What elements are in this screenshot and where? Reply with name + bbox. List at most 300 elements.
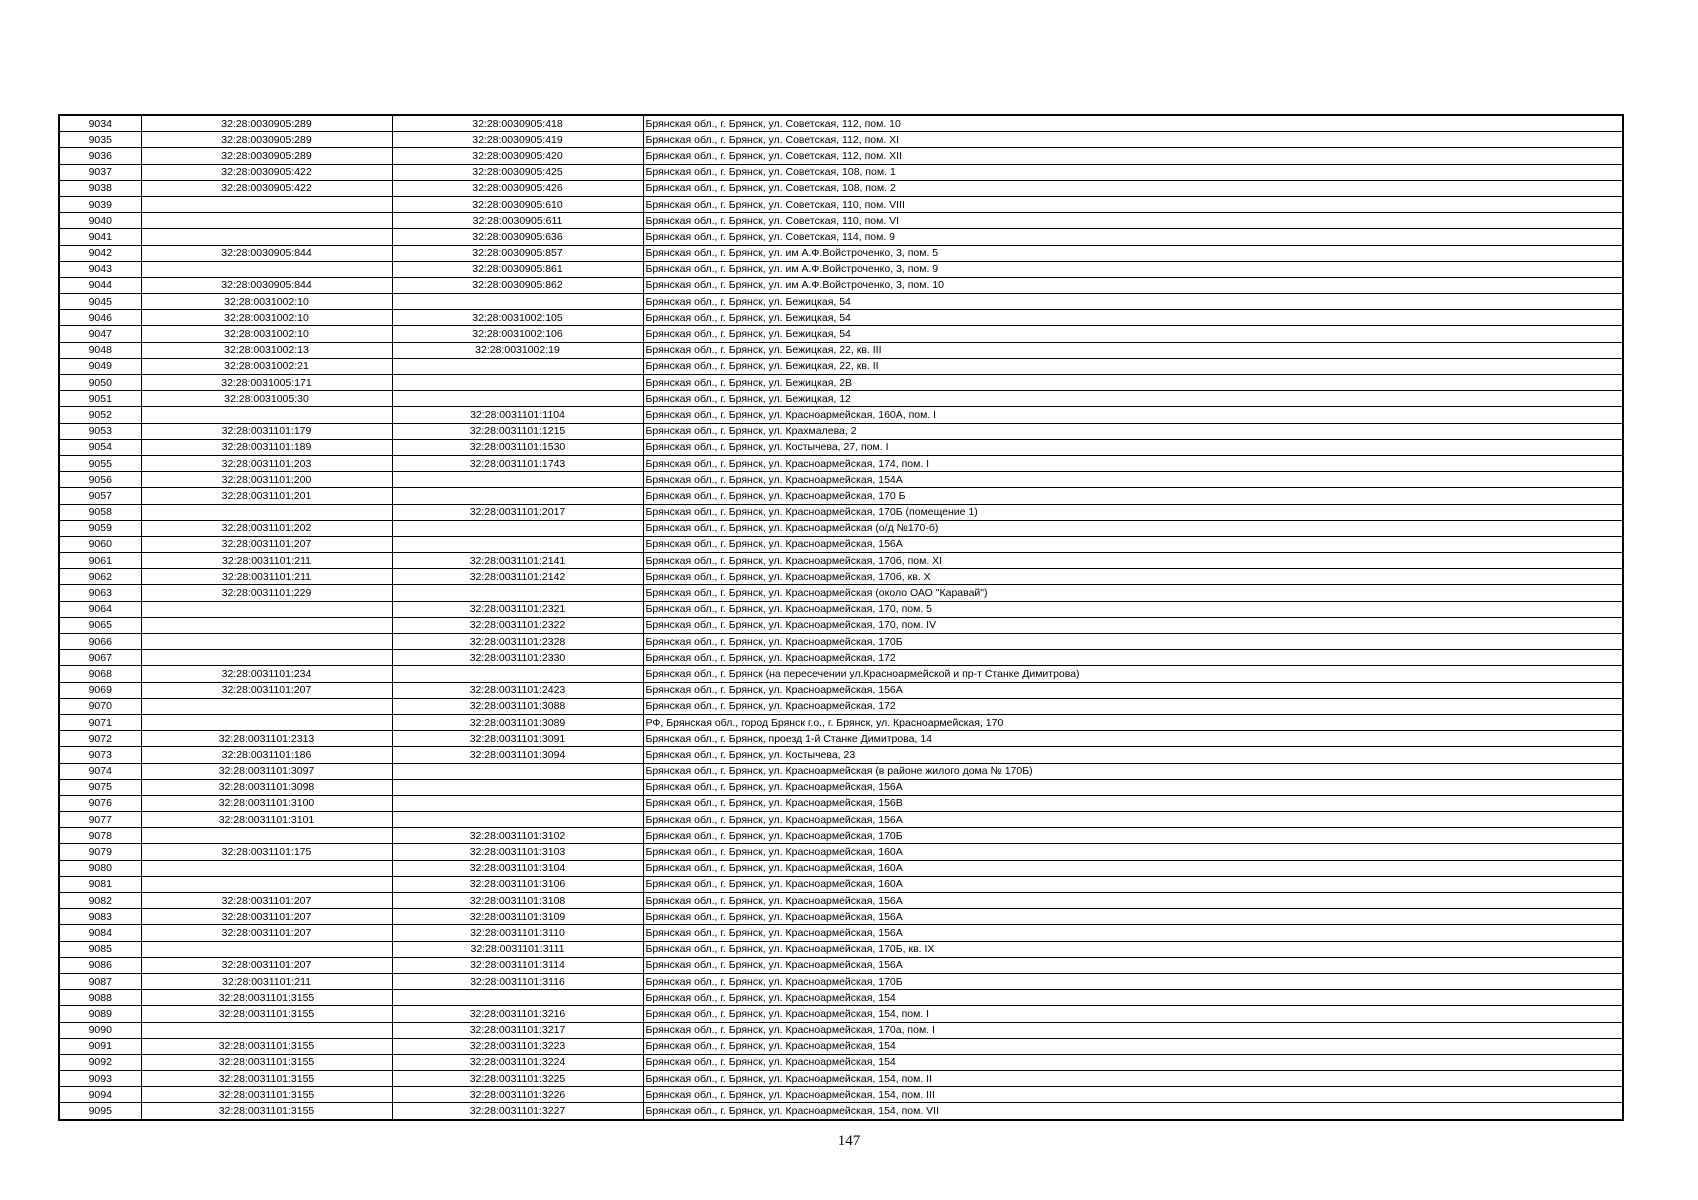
cadastral-number-cell: 32:28:0031101:1215 bbox=[392, 423, 643, 439]
row-number-cell: 9070 bbox=[59, 698, 141, 714]
row-number-cell: 9050 bbox=[59, 375, 141, 391]
address-cell: Брянская обл., г. Брянск, ул. Костычева, 27, пом. I bbox=[643, 439, 1623, 455]
cadastral-number-cell bbox=[392, 536, 643, 552]
parent-cadastral-number-cell: 32:28:0031101:175 bbox=[141, 844, 392, 860]
parent-cadastral-number-cell: 32:28:0031101:3155 bbox=[141, 1054, 392, 1070]
cadastral-number-cell bbox=[392, 375, 643, 391]
cadastral-number-cell: 32:28:0031101:2321 bbox=[392, 601, 643, 617]
row-number-cell: 9034 bbox=[59, 115, 141, 132]
table-row bbox=[59, 1038, 1623, 1054]
cadastral-number-cell: 32:28:0031101:2142 bbox=[392, 569, 643, 585]
parent-cadastral-number-cell: 32:28:0031101:207 bbox=[141, 925, 392, 941]
table-row bbox=[59, 714, 1623, 730]
cadastral-number-cell: 32:28:0031101:3111 bbox=[392, 941, 643, 957]
table-row bbox=[59, 1071, 1623, 1087]
parent-cadastral-number-cell bbox=[141, 860, 392, 876]
address-cell: Брянская обл., г. Брянск, ул. Бежицкая, 54 bbox=[643, 294, 1623, 310]
parent-cadastral-number-cell: 32:28:0030905:844 bbox=[141, 277, 392, 293]
address-cell: Брянская обл., г. Брянск, ул. Красноармейская, 156А bbox=[643, 893, 1623, 909]
parent-cadastral-number-cell: 32:28:0031002:10 bbox=[141, 310, 392, 326]
cadastral-number-cell: 32:28:0031002:105 bbox=[392, 310, 643, 326]
parent-cadastral-number-cell bbox=[141, 407, 392, 423]
table-row bbox=[59, 812, 1623, 828]
table-row bbox=[59, 164, 1623, 180]
parent-cadastral-number-cell: 32:28:0031101:179 bbox=[141, 423, 392, 439]
address-cell: Брянская обл., г. Брянск, ул. Красноармейская, 156А bbox=[643, 779, 1623, 795]
address-cell: Брянская обл., г. Брянск, ул. Красноармейская, 172 bbox=[643, 650, 1623, 666]
cadastral-number-cell: 32:28:0030905:636 bbox=[392, 229, 643, 245]
table-row bbox=[59, 439, 1623, 455]
parent-cadastral-number-cell: 32:28:0030905:844 bbox=[141, 245, 392, 261]
cadastral-number-cell: 32:28:0031101:2330 bbox=[392, 650, 643, 666]
address-cell: Брянская обл., г. Брянск, ул. Бежицкая, 54 bbox=[643, 310, 1623, 326]
table-row bbox=[59, 342, 1623, 358]
table-row bbox=[59, 634, 1623, 650]
row-number-cell: 9073 bbox=[59, 747, 141, 763]
cadastral-number-cell: 32:28:0031101:3108 bbox=[392, 893, 643, 909]
table-row bbox=[59, 277, 1623, 293]
row-number-cell: 9072 bbox=[59, 731, 141, 747]
table-row bbox=[59, 860, 1623, 876]
address-cell: Брянская обл., г. Брянск, ул. Красноармейская, 170Б, кв. IX bbox=[643, 941, 1623, 957]
row-number-cell: 9076 bbox=[59, 795, 141, 811]
address-cell: Брянская обл., г. Брянск, проезд 1-й Станке Димитрова, 14 bbox=[643, 731, 1623, 747]
parent-cadastral-number-cell: 32:28:0030905:422 bbox=[141, 164, 392, 180]
table-row bbox=[59, 601, 1623, 617]
address-cell: Брянская обл., г. Брянск, ул. Красноармейская, 170Б bbox=[643, 973, 1623, 989]
parent-cadastral-number-cell: 32:28:0030905:422 bbox=[141, 180, 392, 196]
row-number-cell: 9087 bbox=[59, 973, 141, 989]
row-number-cell: 9084 bbox=[59, 925, 141, 941]
cadastral-number-cell: 32:28:0031101:3089 bbox=[392, 714, 643, 730]
address-cell: Брянская обл., г. Брянск, ул. Красноармейская, 156А bbox=[643, 812, 1623, 828]
row-number-cell: 9039 bbox=[59, 196, 141, 212]
cadastral-number-cell bbox=[392, 358, 643, 374]
row-number-cell: 9074 bbox=[59, 763, 141, 779]
cadastral-number-cell bbox=[392, 294, 643, 310]
cadastral-number-cell: 32:28:0031101:2328 bbox=[392, 634, 643, 650]
parent-cadastral-number-cell: 32:28:0031002:21 bbox=[141, 358, 392, 374]
row-number-cell: 9082 bbox=[59, 893, 141, 909]
table-row bbox=[59, 1022, 1623, 1038]
address-cell: Брянская обл., г. Брянск, ул. Красноармейская, 156В bbox=[643, 795, 1623, 811]
parent-cadastral-number-cell: 32:28:0031101:234 bbox=[141, 666, 392, 682]
cadastral-number-cell: 32:28:0031101:3106 bbox=[392, 876, 643, 892]
table-row bbox=[59, 375, 1623, 391]
table-row bbox=[59, 1087, 1623, 1103]
parent-cadastral-number-cell: 32:28:0030905:289 bbox=[141, 115, 392, 132]
cadastral-number-cell: 32:28:0030905:420 bbox=[392, 148, 643, 164]
row-number-cell: 9058 bbox=[59, 504, 141, 520]
row-number-cell: 9088 bbox=[59, 990, 141, 1006]
row-number-cell: 9089 bbox=[59, 1006, 141, 1022]
address-cell: Брянская обл., г. Брянск, ул. Красноармейская, 170Б (помещение 1) bbox=[643, 504, 1623, 520]
row-number-cell: 9051 bbox=[59, 391, 141, 407]
cadastral-number-cell: 32:28:0030905:857 bbox=[392, 245, 643, 261]
row-number-cell: 9090 bbox=[59, 1022, 141, 1038]
row-number-cell: 9086 bbox=[59, 957, 141, 973]
parent-cadastral-number-cell: 32:28:0031101:207 bbox=[141, 957, 392, 973]
table-row bbox=[59, 261, 1623, 277]
cadastral-number-cell: 32:28:0030905:425 bbox=[392, 164, 643, 180]
table-row bbox=[59, 990, 1623, 1006]
table-row bbox=[59, 326, 1623, 342]
cadastral-number-cell: 32:28:0031101:3224 bbox=[392, 1054, 643, 1070]
table-body bbox=[59, 115, 1623, 1120]
row-number-cell: 9045 bbox=[59, 294, 141, 310]
address-cell: Брянская обл., г. Брянск, ул. Бежицкая, 22, кв. III bbox=[643, 342, 1623, 358]
row-number-cell: 9052 bbox=[59, 407, 141, 423]
cadastral-number-cell: 32:28:0031101:2423 bbox=[392, 682, 643, 698]
row-number-cell: 9059 bbox=[59, 520, 141, 536]
cadastral-number-cell bbox=[392, 779, 643, 795]
row-number-cell: 9036 bbox=[59, 148, 141, 164]
table-row bbox=[59, 795, 1623, 811]
table-row bbox=[59, 747, 1623, 763]
row-number-cell: 9055 bbox=[59, 455, 141, 471]
address-cell: Брянская обл., г. Брянск, ул. им А.Ф.Войстроченко, 3, пом. 5 bbox=[643, 245, 1623, 261]
address-cell: Брянская обл., г. Брянск, ул. Красноармейская, 154 bbox=[643, 1038, 1623, 1054]
parent-cadastral-number-cell: 32:28:0031101:207 bbox=[141, 682, 392, 698]
row-number-cell: 9093 bbox=[59, 1071, 141, 1087]
parent-cadastral-number-cell: 32:28:0031101:203 bbox=[141, 455, 392, 471]
parent-cadastral-number-cell: 32:28:0031101:186 bbox=[141, 747, 392, 763]
table-row bbox=[59, 423, 1623, 439]
table-row bbox=[59, 1006, 1623, 1022]
address-cell: Брянская обл., г. Брянск, ул. Красноармейская, 156А bbox=[643, 536, 1623, 552]
address-cell: Брянская обл., г. Брянск, ул. Красноармейская, 154А bbox=[643, 472, 1623, 488]
row-number-cell: 9068 bbox=[59, 666, 141, 682]
address-cell: Брянская обл., г. Брянск, ул. Советская, 112, пом. 10 bbox=[643, 115, 1623, 132]
table-row bbox=[59, 698, 1623, 714]
parent-cadastral-number-cell: 32:28:0031101:201 bbox=[141, 488, 392, 504]
parent-cadastral-number-cell: 32:28:0031002:13 bbox=[141, 342, 392, 358]
row-number-cell: 9062 bbox=[59, 569, 141, 585]
parent-cadastral-number-cell bbox=[141, 213, 392, 229]
parent-cadastral-number-cell: 32:28:0031101:3155 bbox=[141, 1087, 392, 1103]
cadastral-number-cell: 32:28:0031101:1530 bbox=[392, 439, 643, 455]
row-number-cell: 9083 bbox=[59, 909, 141, 925]
cadastral-number-cell bbox=[392, 585, 643, 601]
parent-cadastral-number-cell bbox=[141, 941, 392, 957]
cadastral-number-cell bbox=[392, 391, 643, 407]
cadastral-number-cell: 32:28:0030905:419 bbox=[392, 132, 643, 148]
cadastral-number-cell: 32:28:0031002:19 bbox=[392, 342, 643, 358]
address-cell: Брянская обл., г. Брянск, ул. Советская, 110, пом. VIII bbox=[643, 196, 1623, 212]
parent-cadastral-number-cell: 32:28:0031101:3155 bbox=[141, 990, 392, 1006]
table-row bbox=[59, 213, 1623, 229]
row-number-cell: 9043 bbox=[59, 261, 141, 277]
table-row bbox=[59, 472, 1623, 488]
parent-cadastral-number-cell: 32:28:0031101:211 bbox=[141, 553, 392, 569]
parent-cadastral-number-cell: 32:28:0031101:3155 bbox=[141, 1103, 392, 1120]
table-row bbox=[59, 731, 1623, 747]
row-number-cell: 9047 bbox=[59, 326, 141, 342]
address-cell: Брянская обл., г. Брянск, ул. Красноармейская, 172 bbox=[643, 698, 1623, 714]
cadastral-number-cell: 32:28:0031101:3104 bbox=[392, 860, 643, 876]
cadastral-number-cell bbox=[392, 520, 643, 536]
row-number-cell: 9092 bbox=[59, 1054, 141, 1070]
cadastral-number-cell: 32:28:0031101:3226 bbox=[392, 1087, 643, 1103]
address-cell: РФ, Брянская обл., город Брянск г.о., г. Брянск, ул. Красноармейская, 170 bbox=[643, 714, 1623, 730]
cadastral-number-cell: 32:28:0030905:861 bbox=[392, 261, 643, 277]
address-cell: Брянская обл., г. Брянск, ул. Красноармейская, 170, пом. IV bbox=[643, 617, 1623, 633]
cadastral-number-cell: 32:28:0031101:3227 bbox=[392, 1103, 643, 1120]
cadastral-number-cell: 32:28:0031101:3102 bbox=[392, 828, 643, 844]
table-row bbox=[59, 650, 1623, 666]
cadastral-number-cell: 32:28:0031101:2141 bbox=[392, 553, 643, 569]
row-number-cell: 9040 bbox=[59, 213, 141, 229]
parent-cadastral-number-cell: 32:28:0031101:200 bbox=[141, 472, 392, 488]
row-number-cell: 9053 bbox=[59, 423, 141, 439]
row-number-cell: 9081 bbox=[59, 876, 141, 892]
cadastral-number-cell: 32:28:0031101:3217 bbox=[392, 1022, 643, 1038]
parent-cadastral-number-cell bbox=[141, 196, 392, 212]
table-row bbox=[59, 876, 1623, 892]
table-row bbox=[59, 617, 1623, 633]
address-cell: Брянская обл., г. Брянск (на пересечении ул.Красноармейской и пр-т Станке Димитрова) bbox=[643, 666, 1623, 682]
row-number-cell: 9044 bbox=[59, 277, 141, 293]
parent-cadastral-number-cell: 32:28:0031101:211 bbox=[141, 973, 392, 989]
cadastral-number-cell bbox=[392, 812, 643, 828]
parent-cadastral-number-cell: 32:28:0031101:2313 bbox=[141, 731, 392, 747]
address-cell: Брянская обл., г. Брянск, ул. Красноармейская, 154, пом. II bbox=[643, 1071, 1623, 1087]
address-cell: Брянская обл., г. Брянск, ул. Красноармейская, 170, пом. 5 bbox=[643, 601, 1623, 617]
cadastral-number-cell bbox=[392, 763, 643, 779]
address-cell: Брянская обл., г. Брянск, ул. Красноармейская, 170Б bbox=[643, 634, 1623, 650]
address-cell: Брянская обл., г. Брянск, ул. Красноармейская, 154 bbox=[643, 990, 1623, 1006]
cadastral-number-cell: 32:28:0031101:3223 bbox=[392, 1038, 643, 1054]
parent-cadastral-number-cell: 32:28:0031101:3097 bbox=[141, 763, 392, 779]
parent-cadastral-number-cell bbox=[141, 698, 392, 714]
cadastral-number-cell: 32:28:0030905:862 bbox=[392, 277, 643, 293]
table-row bbox=[59, 763, 1623, 779]
row-number-cell: 9069 bbox=[59, 682, 141, 698]
table-row bbox=[59, 358, 1623, 374]
address-cell: Брянская обл., г. Брянск, ул. Красноармейская (около ОАО "Каравай") bbox=[643, 585, 1623, 601]
address-cell: Брянская обл., г. Брянск, ул. Советская, 108, пом. 1 bbox=[643, 164, 1623, 180]
cadastral-number-cell: 32:28:0031101:2017 bbox=[392, 504, 643, 520]
cadastral-number-cell: 32:28:0031101:3094 bbox=[392, 747, 643, 763]
table-row bbox=[59, 682, 1623, 698]
address-cell: Брянская обл., г. Брянск, ул. Бежицкая, 22, кв. II bbox=[643, 358, 1623, 374]
row-number-cell: 9048 bbox=[59, 342, 141, 358]
address-cell: Брянская обл., г. Брянск, ул. Красноармейская, 174, пом. I bbox=[643, 455, 1623, 471]
row-number-cell: 9085 bbox=[59, 941, 141, 957]
row-number-cell: 9095 bbox=[59, 1103, 141, 1120]
address-cell: Брянская обл., г. Брянск, ул. Красноармейская, 154, пом. VII bbox=[643, 1103, 1623, 1120]
cadastral-number-cell: 32:28:0031101:2322 bbox=[392, 617, 643, 633]
table-row bbox=[59, 488, 1623, 504]
table-row bbox=[59, 148, 1623, 164]
row-number-cell: 9063 bbox=[59, 585, 141, 601]
table-row bbox=[59, 569, 1623, 585]
address-cell: Брянская обл., г. Брянск, ул. Бежицкая, 2В bbox=[643, 375, 1623, 391]
table-row bbox=[59, 585, 1623, 601]
cadastral-number-cell bbox=[392, 488, 643, 504]
parent-cadastral-number-cell: 32:28:0031101:211 bbox=[141, 569, 392, 585]
table-row bbox=[59, 229, 1623, 245]
cadastral-number-cell: 32:28:0031101:3088 bbox=[392, 698, 643, 714]
table-row bbox=[59, 844, 1623, 860]
parent-cadastral-number-cell: 32:28:0031101:3098 bbox=[141, 779, 392, 795]
parent-cadastral-number-cell: 32:28:0030905:289 bbox=[141, 132, 392, 148]
cadastral-number-cell: 32:28:0030905:426 bbox=[392, 180, 643, 196]
cadastral-number-cell: 32:28:0031002:106 bbox=[392, 326, 643, 342]
row-number-cell: 9037 bbox=[59, 164, 141, 180]
cadastral-number-cell: 32:28:0030905:610 bbox=[392, 196, 643, 212]
address-cell: Брянская обл., г. Брянск, ул. Красноармейская, 160А bbox=[643, 844, 1623, 860]
table-row bbox=[59, 391, 1623, 407]
cadastral-number-cell: 32:28:0031101:3091 bbox=[392, 731, 643, 747]
cadastral-number-cell: 32:28:0030905:611 bbox=[392, 213, 643, 229]
parent-cadastral-number-cell: 32:28:0031002:10 bbox=[141, 326, 392, 342]
cadastral-number-cell: 32:28:0031101:3225 bbox=[392, 1071, 643, 1087]
address-cell: Брянская обл., г. Брянск, ул. им А.Ф.Войстроченко, 3, пом. 10 bbox=[643, 277, 1623, 293]
parent-cadastral-number-cell: 32:28:0030905:289 bbox=[141, 148, 392, 164]
address-cell: Брянская обл., г. Брянск, ул. Красноармейская, 154 bbox=[643, 1054, 1623, 1070]
parent-cadastral-number-cell bbox=[141, 634, 392, 650]
address-cell: Брянская обл., г. Брянск, ул. Красноармейская, 154, пом. I bbox=[643, 1006, 1623, 1022]
parent-cadastral-number-cell bbox=[141, 229, 392, 245]
address-cell: Брянская обл., г. Брянск, ул. Советская, 108, пом. 2 bbox=[643, 180, 1623, 196]
table-row bbox=[59, 504, 1623, 520]
row-number-cell: 9075 bbox=[59, 779, 141, 795]
address-cell: Брянская обл., г. Брянск, ул. Красноармейская, 154, пом. III bbox=[643, 1087, 1623, 1103]
address-cell: Брянская обл., г. Брянск, ул. Красноармейская, 156А bbox=[643, 957, 1623, 973]
parent-cadastral-number-cell: 32:28:0031101:207 bbox=[141, 893, 392, 909]
parent-cadastral-number-cell: 32:28:0031101:3100 bbox=[141, 795, 392, 811]
table-row bbox=[59, 553, 1623, 569]
table-row bbox=[59, 407, 1623, 423]
parent-cadastral-number-cell: 32:28:0031005:30 bbox=[141, 391, 392, 407]
table-row bbox=[59, 1054, 1623, 1070]
parent-cadastral-number-cell bbox=[141, 504, 392, 520]
cadastral-number-cell: 32:28:0031101:1104 bbox=[392, 407, 643, 423]
cadastral-number-cell: 32:28:0031101:3114 bbox=[392, 957, 643, 973]
parent-cadastral-number-cell bbox=[141, 714, 392, 730]
table-row bbox=[59, 779, 1623, 795]
parent-cadastral-number-cell: 32:28:0031101:3155 bbox=[141, 1071, 392, 1087]
parent-cadastral-number-cell bbox=[141, 650, 392, 666]
parent-cadastral-number-cell: 32:28:0031101:3155 bbox=[141, 1038, 392, 1054]
table-row bbox=[59, 132, 1623, 148]
table-row bbox=[59, 925, 1623, 941]
address-cell: Брянская обл., г. Брянск, ул. Советская, 114, пом. 9 bbox=[643, 229, 1623, 245]
table-row bbox=[59, 245, 1623, 261]
row-number-cell: 9065 bbox=[59, 617, 141, 633]
row-number-cell: 9078 bbox=[59, 828, 141, 844]
address-cell: Брянская обл., г. Брянск, ул. Красноармейская, 156А bbox=[643, 682, 1623, 698]
cadastral-number-cell: 32:28:0031101:3110 bbox=[392, 925, 643, 941]
row-number-cell: 9054 bbox=[59, 439, 141, 455]
table-row bbox=[59, 909, 1623, 925]
table-row bbox=[59, 455, 1623, 471]
table-row bbox=[59, 520, 1623, 536]
address-cell: Брянская обл., г. Брянск, ул. Красноармейская (в районе жилого дома № 170Б) bbox=[643, 763, 1623, 779]
parent-cadastral-number-cell bbox=[141, 601, 392, 617]
row-number-cell: 9038 bbox=[59, 180, 141, 196]
row-number-cell: 9060 bbox=[59, 536, 141, 552]
parent-cadastral-number-cell bbox=[141, 828, 392, 844]
table-row bbox=[59, 196, 1623, 212]
row-number-cell: 9061 bbox=[59, 553, 141, 569]
table-row bbox=[59, 666, 1623, 682]
address-cell: Брянская обл., г. Брянск, ул. Бежицкая, 54 bbox=[643, 326, 1623, 342]
parent-cadastral-number-cell: 32:28:0031101:3155 bbox=[141, 1006, 392, 1022]
row-number-cell: 9041 bbox=[59, 229, 141, 245]
address-cell: Брянская обл., г. Брянск, ул. Красноармейская, 170 Б bbox=[643, 488, 1623, 504]
parent-cadastral-number-cell bbox=[141, 876, 392, 892]
cadastral-number-cell: 32:28:0031101:3109 bbox=[392, 909, 643, 925]
table-row bbox=[59, 310, 1623, 326]
address-cell: Брянская обл., г. Брянск, ул. Красноармейская, 156А bbox=[643, 909, 1623, 925]
address-cell: Брянская обл., г. Брянск, ул. Красноармейская, 156А bbox=[643, 925, 1623, 941]
cadastral-number-cell bbox=[392, 472, 643, 488]
cadastral-number-cell bbox=[392, 990, 643, 1006]
row-number-cell: 9064 bbox=[59, 601, 141, 617]
cadastral-table bbox=[58, 114, 1624, 1121]
address-cell: Брянская обл., г. Брянск, ул. Красноармейская (о/д №170-б) bbox=[643, 520, 1623, 536]
address-cell: Брянская обл., г. Брянск, ул. Красноармейская, 160А bbox=[643, 860, 1623, 876]
table-row bbox=[59, 294, 1623, 310]
table-row bbox=[59, 180, 1623, 196]
row-number-cell: 9091 bbox=[59, 1038, 141, 1054]
table-row bbox=[59, 828, 1623, 844]
cadastral-number-cell: 32:28:0031101:3116 bbox=[392, 973, 643, 989]
table-row bbox=[59, 1103, 1623, 1120]
parent-cadastral-number-cell bbox=[141, 617, 392, 633]
address-cell: Брянская обл., г. Брянск, ул. Советская, 110, пом. VI bbox=[643, 213, 1623, 229]
row-number-cell: 9094 bbox=[59, 1087, 141, 1103]
parent-cadastral-number-cell: 32:28:0031002:10 bbox=[141, 294, 392, 310]
parent-cadastral-number-cell: 32:28:0031101:229 bbox=[141, 585, 392, 601]
address-cell: Брянская обл., г. Брянск, ул. Красноармейская, 170Б bbox=[643, 828, 1623, 844]
page-number: 147 bbox=[837, 1133, 861, 1149]
table-row bbox=[59, 957, 1623, 973]
address-cell: Брянская обл., г. Брянск, ул. Крахмалева, 2 bbox=[643, 423, 1623, 439]
address-cell: Брянская обл., г. Брянск, ул. Красноармейская, 170б, пом. XI bbox=[643, 553, 1623, 569]
row-number-cell: 9057 bbox=[59, 488, 141, 504]
parent-cadastral-number-cell: 32:28:0031005:171 bbox=[141, 375, 392, 391]
row-number-cell: 9079 bbox=[59, 844, 141, 860]
cadastral-number-cell bbox=[392, 666, 643, 682]
parent-cadastral-number-cell: 32:28:0031101:189 bbox=[141, 439, 392, 455]
address-cell: Брянская обл., г. Брянск, ул. Красноармейская, 170б, кв. X bbox=[643, 569, 1623, 585]
cadastral-number-cell: 32:28:0031101:1743 bbox=[392, 455, 643, 471]
row-number-cell: 9071 bbox=[59, 714, 141, 730]
row-number-cell: 9049 bbox=[59, 358, 141, 374]
table-row bbox=[59, 941, 1623, 957]
row-number-cell: 9035 bbox=[59, 132, 141, 148]
parent-cadastral-number-cell: 32:28:0031101:3101 bbox=[141, 812, 392, 828]
cadastral-number-cell: 32:28:0031101:3103 bbox=[392, 844, 643, 860]
row-number-cell: 9067 bbox=[59, 650, 141, 666]
parent-cadastral-number-cell bbox=[141, 261, 392, 277]
address-cell: Брянская обл., г. Брянск, ул. Костычева, 23 bbox=[643, 747, 1623, 763]
row-number-cell: 9046 bbox=[59, 310, 141, 326]
parent-cadastral-number-cell: 32:28:0031101:207 bbox=[141, 536, 392, 552]
address-cell: Брянская обл., г. Брянск, ул. Бежицкая, 12 bbox=[643, 391, 1623, 407]
address-cell: Брянская обл., г. Брянск, ул. Советская, 112, пом. XI bbox=[643, 132, 1623, 148]
table-row bbox=[59, 115, 1623, 132]
row-number-cell: 9056 bbox=[59, 472, 141, 488]
parent-cadastral-number-cell: 32:28:0031101:202 bbox=[141, 520, 392, 536]
cadastral-number-cell: 32:28:0031101:3216 bbox=[392, 1006, 643, 1022]
address-cell: Брянская обл., г. Брянск, ул. Красноармейская, 160А, пом. I bbox=[643, 407, 1623, 423]
address-cell: Брянская обл., г. Брянск, ул. им А.Ф.Войстроченко, 3, пом. 9 bbox=[643, 261, 1623, 277]
row-number-cell: 9080 bbox=[59, 860, 141, 876]
